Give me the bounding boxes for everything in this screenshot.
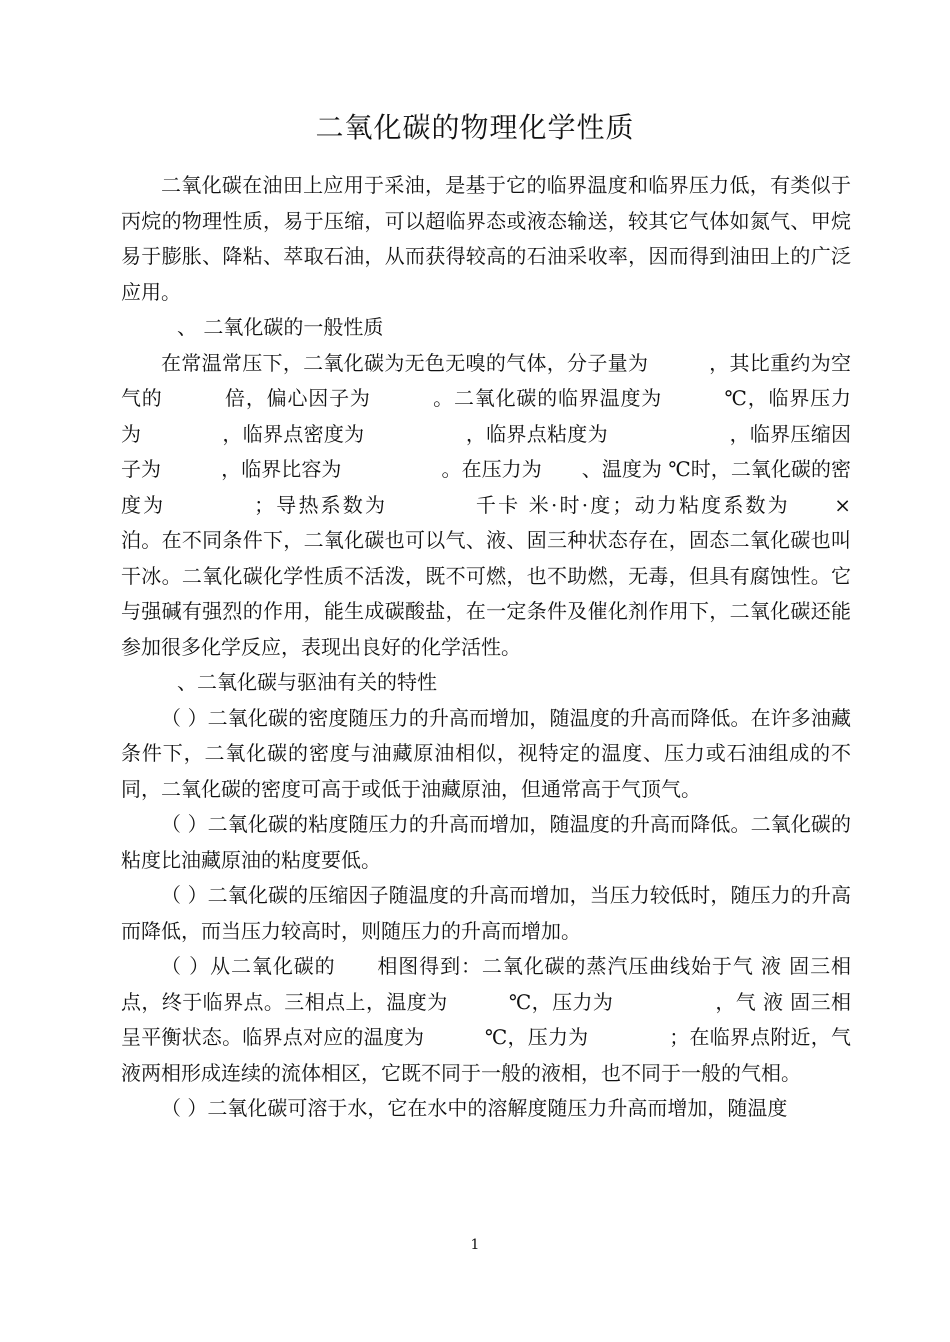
paragraph-intro: 二氧化碳在油田上应用于采油，是基于它的临界温度和临界压力低，有类似于丙烷的物理性质，易于压缩，可以超临界态或液态输送，较其它气体如氮气、甲烷易于膨胀、降粘、萃取石油，从而获得较高的石油采收率，因而得到油田上的广泛应用。: [121, 173, 851, 304]
document-body: [121, 168, 891, 1127]
page-number: 1: [470, 1237, 480, 1253]
section-heading-flooding-properties: 、二氧化碳与驱油有关的特性: [177, 670, 437, 694]
paragraph-density: （ ）二氧化碳的密度随压力的升高而增加，随温度的升高而降低。在许多油藏条件下，二氧化碳的密度与油藏原油相似，视特定的温度、压力或石油组成的不同，二氧化碳的密度可高于或低于油藏原油，但通常高于气顶气。: [121, 705, 851, 801]
paragraph-phase-diagram: （ ）从二氧化碳的 相图得到：二氧化碳的蒸汽压曲线始于气 液 固三相点，终于临界点。三相点上，温度为 ℃，压力为 ，气 液 固三相呈平衡状态。临界点对应的温度为 ℃，压力为 ；在临界点附近，气液两相形成连续的流体相区，它既不同于一般的液相，也不同于一般的气相。: [121, 954, 851, 1085]
section-heading-general-properties: 、 二氧化碳的一般性质: [177, 315, 384, 339]
paragraph-general-properties: 在常温常压下，二氧化碳为无色无嗅的气体，分子量为 ，其比重约为空气的 倍，偏心因子为 。二氧化碳的临界温度为 ℃，临界压力为 ，临界点密度为 ，临界点粘度为 ，临界压缩因子为 ，临界比容为 。在压力为 、温度为 ℃时，二氧化碳的密度为 ；导热系数为 千卡 米·时·度；动力粘度系数为 × 泊。在不同条件下，二氧化碳也可以气、液、固三种状态存在，固态二氧化碳也叫干冰。二氧化碳化学性质不活泼，既不可燃，也不助燃，无毒，但具有腐蚀性。它与强碱有强烈的作用，能生成碳酸盐，在一定条件及催化剂作用下，二氧化碳还能参加很多化学反应，表现出良好的化学活性。: [121, 350, 891, 659]
paragraph-compressibility: （ ）二氧化碳的压缩因子随温度的升高而增加，当压力较低时，随压力的升高而降低，而当压力较高时，则随压力的升高而增加。: [121, 883, 851, 943]
paragraph-viscosity: （ ）二氧化碳的粘度随压力的升高而增加，随温度的升高而降低。二氧化碳的粘度比油藏原油的粘度要低。: [121, 812, 851, 872]
paragraph-solubility: （ ）二氧化碳可溶于水，它在水中的溶解度随压力升高而增加，随温度: [161, 1096, 788, 1120]
document-title: 二氧化碳的物理化学性质: [315, 111, 635, 144]
